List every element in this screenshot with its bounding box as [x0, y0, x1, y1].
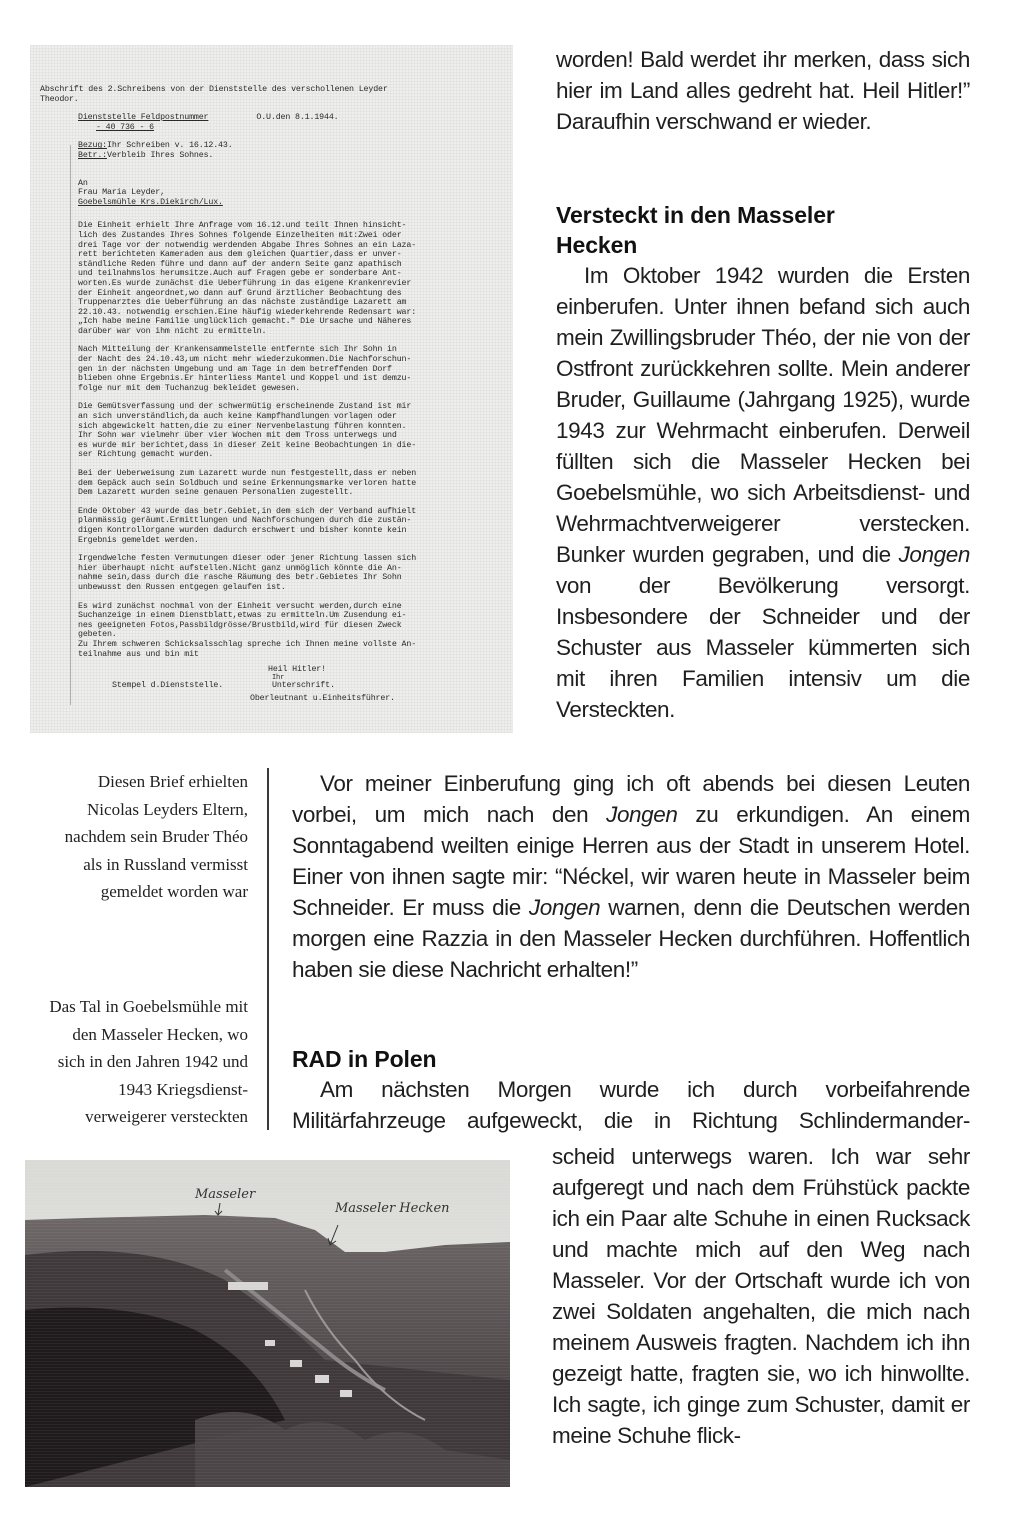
caption-divider [267, 768, 269, 1130]
letter-paragraph: Nach Mitteilung der Krankensammelstelle entfernte sich Ihr Sohn in der Nacht des 24.10.43,um nicht mehr wiederzukommen.Die Nachforschun- gen in der nächsten Umgebung und am Tage in dem betreffenden Dorf blieben ohne Ergebnis.Er hinterliess Mantel und Koppel und ist demzu- folge nur mit dem Tuchanzug bekleidet gewesen. [78, 345, 412, 393]
letter-paragraph: Die Einheit erhielt Ihre Anfrage vom 16.12.und teilt Ihnen hinsicht- lich des Zustandes Ihres Sohnes folgende Einzelheiten mit:Zwei oder drei Tage vor der notwendig werdenden Abgabe Ihres Sohnes an ein Laza- rett berichteten Kameraden aus dem gleichen Quartier,dass er unver- ständliche Reden führe und dann auf der andern Seite ganz apathisch und teilnahmslos herumsitze.Auch auf Fragen gebe er sonderbare Ant- worten.Es wurde zunächst die Ueberführung in das eigene Krankenrevier der Einheit angeordnet,wo dann auf Grund ärztlicher Beobachtung des Truppenarztes die Ueberführung an das nächste zuständige Lazarett am 22.10.43. notwendig erschien.Eine häufig wiederkehrende Redensart war: „Ich habe meine Familie unglücklich gemacht." Die Ursache und Näheres darüber war von ihm nicht zu ermitteln. [78, 221, 417, 336]
section1-paragraph2: Vor meiner Einberufung ging ich oft abends bei diesen Leuten vorbei, um mich nach den Jongen zu erkundigen. An einem Sonntagabend weilten einige Herren aus der Stadt in unserem Hotel. Einer von ihnen sagte mir: “Néckel, wir waren heute in Masseler beim Schneider. Er muss die Jongen warnen, denn die Deutschen werden morgen eine Razzia in den Masseler Hecken durchführen. Hoffentlich haben sie diese Nachricht erhalten!” [292, 771, 970, 982]
caption-line: Das Tal in Goebelsmühle mit [49, 997, 248, 1016]
letter-bezug-text: Ihr Schreiben v. 16.12.43. [106, 141, 233, 151]
section-versteckt [556, 200, 970, 725]
section2-paragraph-narrow-block [552, 1141, 970, 1451]
photo-caption [14, 993, 248, 1131]
heading-line1: Versteckt in den Masseler [556, 202, 835, 228]
letter-paragraph: Die Gemütsverfassung und der schwermütig erscheinende Zustand ist mir an sich unverständlich,da auch keine Kampfhandlungen vorlagen oder sich abgewickelt hatten,die zu einer Nervenbelastung führen konnten. Ihr Sohn war vielmehr über vier Wochen mit dem Tross unterwegs und es wurde mir berichtet,dass in dieser Zeit keine Beobachtungen in die- ser Richtung gemacht wurden. [78, 402, 417, 460]
section2-paragraph-wide: Am nächsten Morgen wurde ich durch vorbeifahrende Militärfahrzeuge aufgeweckt, die in Richtung Schlindermander- [292, 1077, 970, 1133]
letter-header-line1: Abschrift des 2.Schreibens von der Dienststelle des verschollenen Leyder [40, 85, 388, 94]
heading-line2: Hecken [556, 232, 638, 258]
valley-photo [25, 1160, 510, 1487]
letter-closing: Heil Hitler! [268, 665, 326, 675]
letter-header-line2: Theodor. [40, 94, 79, 104]
section-heading-versteckt [556, 200, 970, 260]
caption-line: 1943 Kriegsdienst- [118, 1079, 248, 1099]
italic-jongen: Jongen [606, 802, 678, 827]
italic-jongen: Jongen [898, 542, 970, 567]
letter-bezug-label: Bezug: [78, 141, 107, 151]
letter-signature: Unterschrift. [272, 681, 335, 691]
letter-margin-line [70, 145, 71, 705]
intro-paragraph: worden! Bald werdet ihr merken, dass sich hier im Land alles gedreht hat. Heil Hitler!” Daraufhin verschwand er wieder. [556, 47, 970, 134]
italic-jongen: Jongen [528, 895, 601, 920]
caption-line: Diesen Brief erhielten [97, 772, 248, 791]
caption-line: gemeldet worden war [100, 882, 248, 901]
letter-stamp: Stempel d.Dienststelle. [112, 681, 224, 691]
letter-office-number: - 40 736 - 6 [96, 122, 154, 132]
section-rad-polen [292, 1044, 970, 1136]
letter-caption [20, 768, 248, 906]
intro-paragraph-block [556, 44, 970, 137]
caption-line: als in Russland vermisst [83, 854, 248, 874]
letter-place-date: O.U.den 8.1.1944. [256, 113, 339, 123]
annotation-masseler: Masseler [195, 1187, 256, 1202]
section2-paragraph-narrow: scheid unterwegs waren. Ich war sehr aufgeregt und nach dem Frühstück packte ich ein Paar alte Schuhe in einen Rucksack und machte mich auf den Weg nach Masseler. Vor der Ortschaft wurde ich von zwei Soldaten angehalten, die mich nach meinem Ausweis fragten. Nachdem ich ihn gezeigt hatte, fragten sie, wo ich hinwollte. Ich sagte, ich ginge zum Schuster, damit er meine Schuhe flick- [552, 1144, 970, 1448]
caption-line: den Masseler Hecken, wo [72, 1024, 248, 1044]
section1-paragraph1: Im Oktober 1942 wurden die Ersten einberufen. Unter ihnen befand sich auch mein Zwillingsbruder Théo, der nie von der Ostfront zurückkehren sollte. Mein anderer Bruder, Guillaume (Jahrgang 1925), wurde 1943 zur Wehrmacht einberufen. Derweil füllten sich die Masseler Hecken bei Goebelsmühle, wo sich Arbeitsdienst- und Wehrmachtverweigerer verstecken. Bunker wurden gegraben, und die Jongen von der Bevölkerung versorgt. Insbesondere der Schneider und der Schuster aus Masseler kümmerten sich mit ihren Familien intensiv um die Versteckten. [556, 263, 970, 722]
annotation-hecken: Masseler Hecken [335, 1201, 450, 1216]
letter-office-label: Dienststelle Feldpostnummer [78, 113, 209, 123]
caption-line: nachdem sein Bruder Théo [64, 827, 248, 846]
letter-paragraph: Bei der Ueberweisung zum Lazarett wurde nun festgestellt,dass er neben dem Gepäck auch sein Soldbuch und seine Erkennungsmarke verloren hatte Dem Lazarett wurden seine genauen Personalien zugestellt. [78, 469, 417, 498]
letter-paragraph: Ende Oktober 43 wurde das betr.Gebiet,in dem sich der Verband aufhielt planmässig geräumt.Ermittlungen und Nachforschungen durch die zustän- digen Kontrollorgane wurden dadurch erschwert und bisher konnte kein Ergebnis gemeldet werden. [78, 506, 417, 545]
letter-signature-block [40, 665, 503, 705]
letter-closing-ihr: Ihr [272, 674, 285, 683]
letter-paragraph: Irgendwelche festen Vermutungen dieser oder jener Richtung lassen sich hier überhaupt nicht aufstellen.Nicht ganz unmöglich könnte die An- nahme sein,dass durch die rasche Räumung des betr.Gebietes Ihr Sohn unbewusst den Russen entgegen gelaufen ist. [78, 554, 417, 592]
letter-address-to: An [78, 178, 88, 188]
caption-line: sich in den Jahren 1942 und [57, 1052, 248, 1071]
letter-scan [30, 45, 513, 733]
caption-line: Nicolas Leyders Eltern, [87, 799, 248, 819]
letter-address-name: Frau Maria Leyder, [78, 188, 165, 198]
valley-photo-graphic [25, 1160, 510, 1487]
section1-paragraph2-block [292, 768, 970, 985]
caption-line: verweigerer versteckten [85, 1107, 248, 1126]
letter-address-place: Goebelsmühle Krs.Diekirch/Lux. [78, 197, 223, 207]
letter-betr-text: Verbleib Ihres Sohnes. [106, 150, 214, 160]
section-heading-rad: RAD in Polen [292, 1046, 437, 1072]
letter-paragraph: Es wird zunächst nochmal von der Einheit versucht werden,durch eine Suchanzeige in einem Dienstblatt,etwas zu ermitteln.Um Zusendung ei- nes geeigneten Fotos,Passbildgrösse/Brustbild,wird für diesen Zweck gebeten. Zu Ihrem schweren Schicksalsschlag spreche ich Ihnen meine vollste An- teilnahme aus und bin mit [78, 601, 417, 659]
letter-rank: Oberleutnant u.Einheitsführer. [250, 694, 395, 704]
letter-betr-label: Betr.: [78, 150, 107, 160]
